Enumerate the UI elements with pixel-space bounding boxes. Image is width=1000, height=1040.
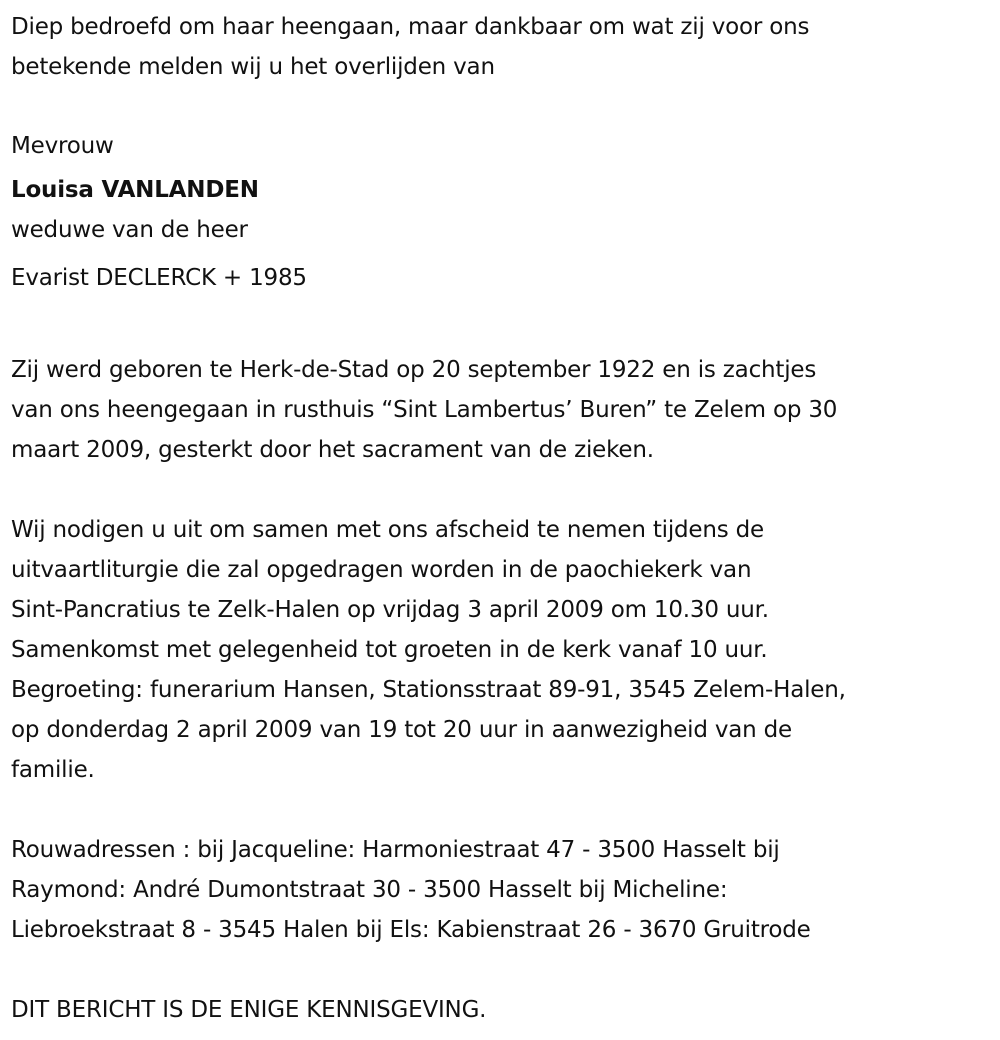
- text-line: van ons heengegaan in rusthuis “Sint Lambertus’ Buren” te Zelem op 30: [11, 397, 838, 423]
- birth-paragraph: [11, 350, 837, 470]
- funeral-paragraph: [11, 510, 846, 790]
- text-line: Raymond: André Dumontstraat 30 - 3500 Hasselt bij Micheline:: [11, 877, 728, 903]
- text-line: Samenkomst met gelegenheid tot groeten in de kerk vanaf 10 uur.: [11, 637, 768, 663]
- text-line: DIT BERICHT IS DE ENIGE KENNISGEVING.: [11, 997, 487, 1023]
- text-line: Sint-Pancratius te Zelk-Halen op vrijdag 3 april 2009 om 10.30 uur.: [11, 597, 769, 623]
- husband-line: Evarist DECLERCK + 1985: [11, 265, 307, 291]
- intro-paragraph: [11, 7, 809, 87]
- text-line: Diep bedroefd om haar heengaan, maar dankbaar om wat zij voor ons: [11, 14, 810, 40]
- deceased-name: Louisa VANLANDEN: [11, 177, 259, 203]
- text-line: uitvaartliturgie die zal opgedragen worden in de paochiekerk van: [11, 557, 752, 583]
- text-line: op donderdag 2 april 2009 van 19 tot 20 uur in aanwezigheid van de: [11, 717, 792, 743]
- addresses-paragraph: [11, 830, 811, 950]
- text-line: Liebroekstraat 8 - 3545 Halen bij Els: Kabienstraat 26 - 3670 Gruitrode: [11, 917, 811, 943]
- widow-line: weduwe van de heer: [11, 217, 248, 243]
- text-line: Zij werd geboren te Herk-de-Stad op 20 september 1922 en is zachtjes: [11, 357, 817, 383]
- salutation: Mevrouw: [11, 133, 114, 159]
- text-line: familie.: [11, 757, 95, 783]
- deceased-block: [11, 126, 307, 302]
- text-line: Begroeting: funerarium Hansen, Stationsstraat 89-91, 3545 Zelem-Halen,: [11, 677, 846, 703]
- text-line: Rouwadressen : bij Jacqueline: Harmoniestraat 47 - 3500 Hasselt bij: [11, 837, 780, 863]
- text-line: betekende melden wij u het overlijden van: [11, 54, 495, 80]
- closing-notice: [11, 990, 486, 1030]
- text-line: Wij nodigen u uit om samen met ons afscheid te nemen tijdens de: [11, 517, 764, 543]
- text-line: maart 2009, gesterkt door het sacrament van de zieken.: [11, 437, 654, 463]
